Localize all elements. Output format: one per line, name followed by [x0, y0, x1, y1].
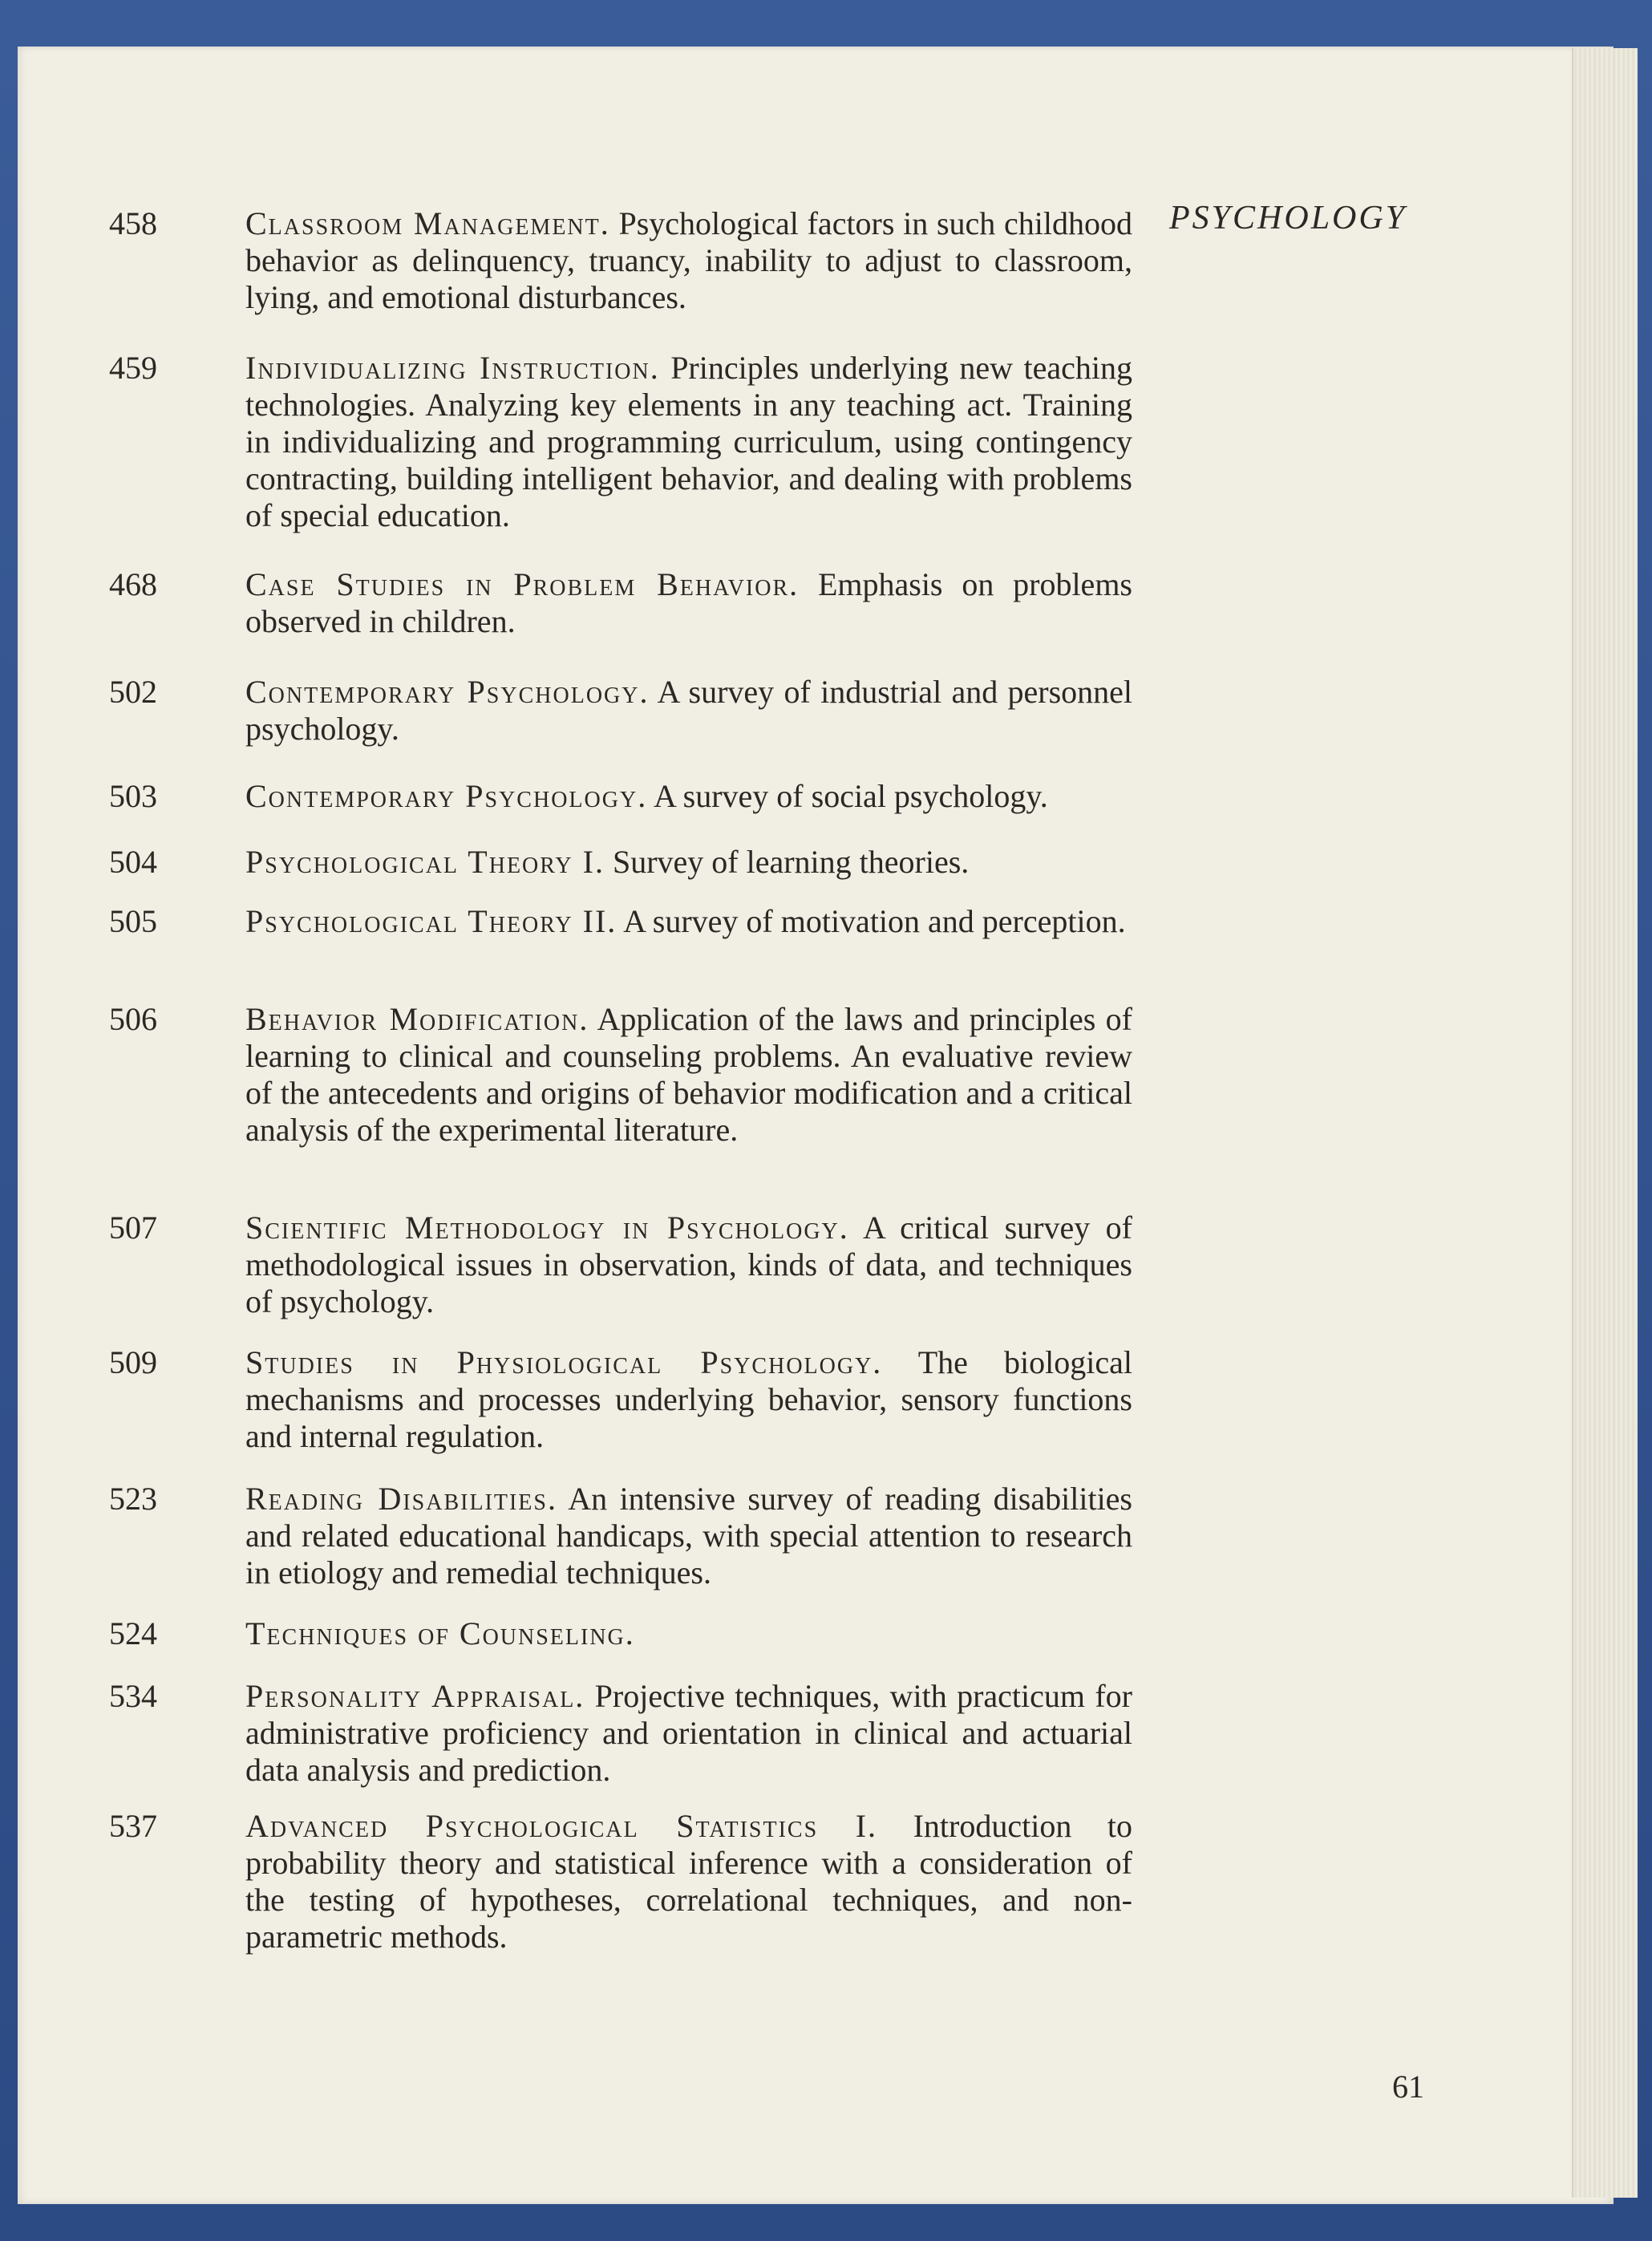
course-text — [245, 1615, 1132, 1652]
course-title: Studies in Physiological Psychology. — [245, 1344, 883, 1380]
course-number: 506 — [109, 1001, 157, 1037]
course-text — [245, 1678, 1132, 1789]
course-title: Behavior Modification. — [245, 1001, 589, 1037]
page-number: 61 — [1392, 2069, 1424, 2105]
course-text — [245, 1210, 1132, 1320]
course-description: A critical survey of methodological issues in observation, kinds of data, and techniques of psychology. — [245, 1210, 1132, 1319]
course-description: A survey of motivation and perception. — [623, 903, 1126, 939]
course-title: Contemporary Psychology. — [245, 778, 648, 814]
course-description: An intensive survey of reading disabilities and related educational handicaps, with special attention to research in etiology and remedial techniques. — [245, 1481, 1133, 1591]
course-description: Survey of learning theories. — [612, 844, 970, 880]
course-description: The biological mechanisms and processes underlying behavior, sensory functions and internal regulation. — [245, 1344, 1132, 1454]
course-description: A survey of social psychology. — [653, 778, 1048, 814]
course-title: Contemporary Psychology. — [245, 674, 650, 710]
course-title: Classroom Management. — [245, 205, 610, 241]
course-number: 537 — [109, 1808, 157, 1844]
course-number: 534 — [109, 1678, 157, 1714]
course-text — [245, 205, 1132, 316]
course-description: Psychological factors in such childhood behavior as delinquency, truancy, inability to adjust to classroom, lying, and emotional disturbances. — [245, 205, 1133, 315]
course-title: Case Studies in Problem Behavior. — [245, 566, 800, 602]
course-text — [245, 1808, 1132, 1955]
course-number: 504 — [109, 844, 157, 880]
course-text — [245, 566, 1132, 640]
course-text — [245, 903, 1132, 940]
course-number: 523 — [109, 1481, 157, 1517]
course-number: 507 — [109, 1210, 157, 1246]
course-number: 468 — [109, 566, 157, 602]
course-description: Emphasis on problems observed in children. — [245, 566, 1132, 639]
course-description: Application of the laws and principles of learning to clinical and counseling problems. An evaluative review of the antecedents and origins of behavior modification and a critical analysis of the experimental literature. — [245, 1001, 1133, 1148]
course-text — [245, 1001, 1132, 1149]
course-number: 509 — [109, 1344, 157, 1380]
course-title: Advanced Psychological Statistics I. — [245, 1808, 878, 1844]
course-number: 458 — [109, 205, 157, 241]
course-description: Introduction to probability theory and statistical inference with a consideration of the testing of hypotheses, correlational techniques, and non-parametric methods. — [245, 1808, 1132, 1955]
course-number: 524 — [109, 1615, 157, 1651]
course-number: 503 — [109, 778, 157, 814]
course-title: Personality Appraisal. — [245, 1678, 585, 1714]
course-text — [245, 1481, 1132, 1591]
course-number: 502 — [109, 674, 157, 710]
course-text — [245, 350, 1132, 534]
course-title: Techniques of Counseling. — [245, 1615, 635, 1651]
course-number: 505 — [109, 903, 157, 939]
course-description: Principles underlying new teaching technologies. Analyzing key elements in any teaching act. Training in individualizing and programming curriculum, using contingency contracting, building intelligent behavior, and dealing with problems of special education. — [245, 350, 1132, 533]
course-text — [245, 674, 1132, 748]
course-text — [245, 844, 1132, 881]
section-label: PSYCHOLOGY — [1169, 200, 1407, 237]
course-description: Projective techniques, with practicum for administrative proficiency and orientation in clinical and actuarial data analysis and prediction. — [245, 1678, 1132, 1788]
course-title: Psychological Theory II. — [245, 903, 617, 939]
course-text — [245, 1344, 1132, 1455]
page-edges — [1572, 48, 1638, 2198]
course-text — [245, 778, 1132, 815]
course-number: 459 — [109, 350, 157, 386]
course-description: A survey of industrial and personnel psychology. — [245, 674, 1133, 747]
course-title: Psychological Theory I. — [245, 844, 605, 880]
course-title: Reading Disabilities. — [245, 1481, 557, 1517]
course-title: Scientific Methodology in Psychology. — [245, 1210, 849, 1246]
course-title: Individualizing Instruction. — [245, 350, 660, 386]
